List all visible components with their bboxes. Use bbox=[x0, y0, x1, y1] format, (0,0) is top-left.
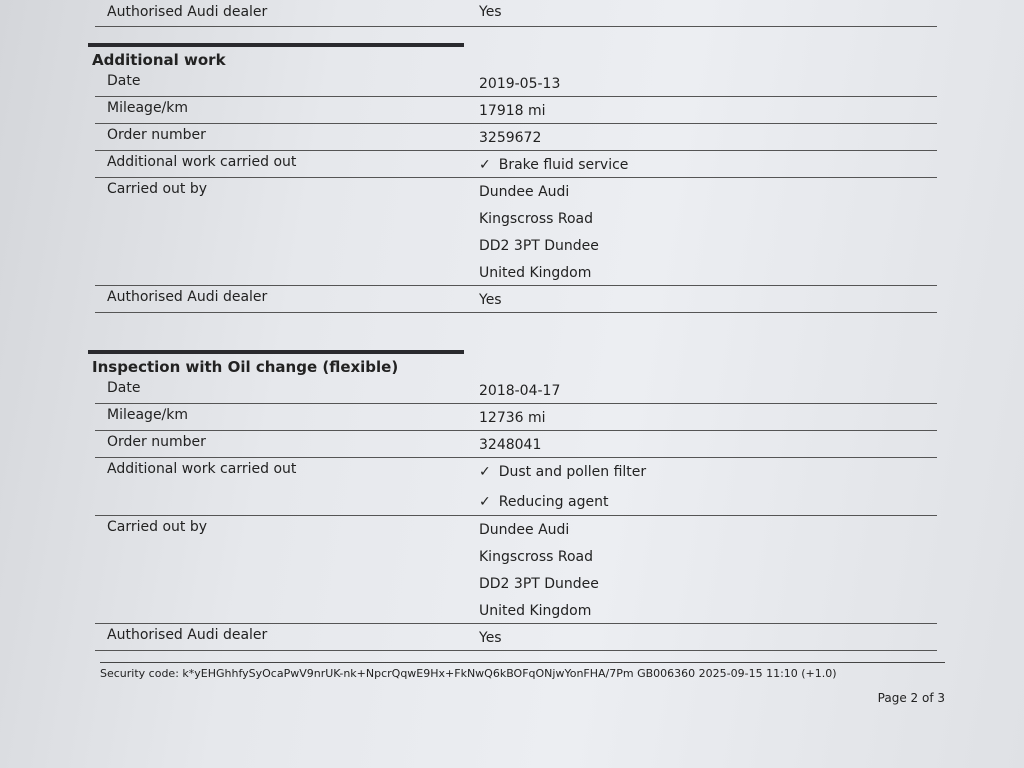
value-text: DD2 3PT Dundee bbox=[479, 576, 599, 592]
row-value bbox=[479, 378, 560, 405]
row-value bbox=[479, 233, 599, 260]
row-label: Date bbox=[107, 380, 141, 396]
row-value bbox=[479, 432, 541, 459]
value-text: Reducing agent bbox=[498, 494, 609, 510]
table-row bbox=[95, 403, 937, 431]
table-row bbox=[95, 96, 937, 124]
row-value bbox=[479, 489, 608, 516]
row-value bbox=[479, 544, 593, 571]
top-partial-row bbox=[95, 0, 937, 27]
value-text: United Kingdom bbox=[479, 603, 592, 619]
checkmark-icon: ✓ bbox=[479, 464, 491, 480]
row-value bbox=[479, 206, 593, 233]
value-text: 2019-05-13 bbox=[479, 76, 561, 92]
page-number: Page 2 of 3 bbox=[877, 691, 945, 705]
value-text: Kingscross Road bbox=[479, 549, 594, 565]
security-code: Security code: k*yEHGhhfySyOcaPwV9nrUK-nk+NpcrQqwE9Hx+FkNwQ6kBOFqONjwYonFHA/7Pm GB006360 2025-09-15 11:10 (+1.0) bbox=[100, 667, 837, 680]
row-value bbox=[479, 260, 591, 287]
row-value bbox=[479, 459, 646, 486]
value-text: Dundee Audi bbox=[479, 522, 570, 538]
row-value bbox=[479, 98, 546, 125]
table-row bbox=[95, 69, 937, 97]
checkmark-icon: ✓ bbox=[479, 494, 491, 510]
value-text: 17918 mi bbox=[479, 103, 546, 119]
value-text: 12736 mi bbox=[479, 410, 546, 426]
row-value bbox=[479, 125, 541, 152]
table-row bbox=[95, 457, 937, 516]
table-row bbox=[95, 430, 937, 458]
footer bbox=[100, 662, 945, 705]
row-label: Date bbox=[107, 73, 141, 89]
value-text: Dust and pollen filter bbox=[498, 464, 647, 480]
value-text: DD2 3PT Dundee bbox=[479, 238, 599, 254]
value-text: Kingscross Road bbox=[479, 211, 594, 227]
value-text: 3259672 bbox=[479, 130, 542, 146]
value-text: Yes bbox=[479, 292, 502, 308]
value-text: United Kingdom bbox=[479, 265, 592, 281]
row-value bbox=[479, 179, 569, 206]
row-label: Order number bbox=[107, 434, 206, 450]
value-text: 2018-04-17 bbox=[479, 383, 561, 399]
row-label: Mileage/km bbox=[107, 407, 189, 423]
table-row bbox=[95, 177, 937, 286]
row-label: Mileage/km bbox=[107, 100, 189, 116]
row-label: Order number bbox=[107, 127, 206, 143]
value-text: Yes bbox=[479, 630, 502, 646]
section-title: Additional work bbox=[88, 43, 464, 69]
row-value bbox=[479, 517, 569, 544]
row-label: Authorised Audi dealer bbox=[107, 289, 268, 305]
row-value bbox=[479, 625, 502, 652]
row-value: Yes bbox=[479, 4, 502, 20]
table-row bbox=[95, 623, 937, 651]
row-value bbox=[479, 598, 591, 625]
row-label: Carried out by bbox=[107, 181, 208, 197]
row-value bbox=[479, 287, 502, 314]
table-row bbox=[95, 150, 937, 178]
row-label: Authorised Audi dealer bbox=[107, 4, 268, 20]
row-label: Additional work carried out bbox=[107, 461, 297, 477]
row-label: Authorised Audi dealer bbox=[107, 627, 268, 643]
row-value bbox=[479, 405, 546, 432]
row-label: Carried out by bbox=[107, 519, 208, 535]
value-text: Brake fluid service bbox=[498, 157, 629, 173]
value-text: Dundee Audi bbox=[479, 184, 570, 200]
row-value bbox=[479, 152, 628, 179]
checkmark-icon: ✓ bbox=[479, 157, 491, 173]
row-label: Additional work carried out bbox=[107, 154, 297, 170]
section-title: Inspection with Oil change (flexible) bbox=[88, 350, 464, 376]
row-value bbox=[479, 571, 599, 598]
row-value bbox=[479, 71, 560, 98]
table-row bbox=[95, 376, 937, 404]
table-row bbox=[95, 123, 937, 151]
table-row bbox=[95, 515, 937, 624]
value-text: 3248041 bbox=[479, 437, 542, 453]
table-row bbox=[95, 285, 937, 313]
